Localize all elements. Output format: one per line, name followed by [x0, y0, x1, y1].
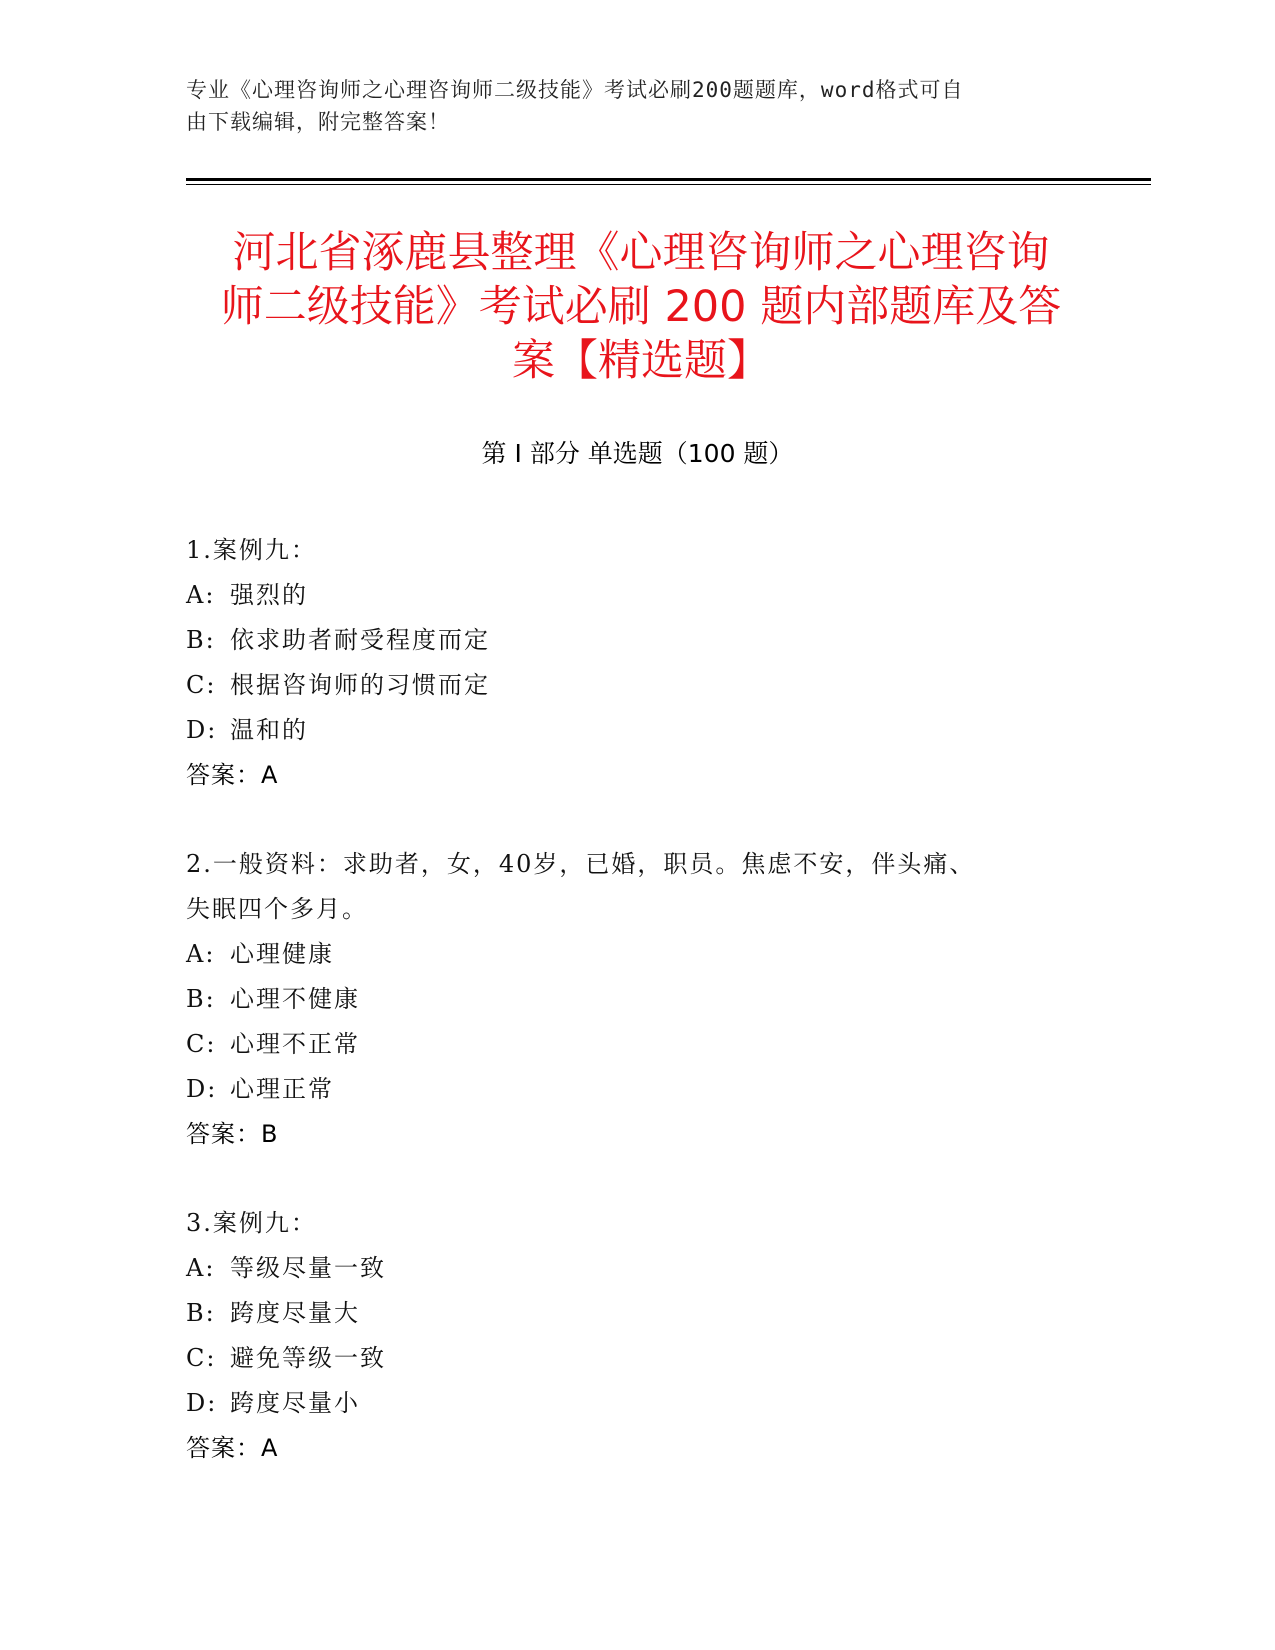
title-line-1: 河北省涿鹿县整理《心理咨询师之心理咨询: [232, 228, 1050, 278]
option-a: [186, 932, 1066, 977]
option-a: [186, 1246, 1066, 1291]
option-label: B:: [186, 626, 216, 654]
question-2: [186, 842, 1066, 1157]
option-text: 温和的: [230, 716, 308, 744]
option-label: D:: [186, 1389, 218, 1417]
option-text: 心理正常: [230, 1075, 334, 1103]
intro-line-2: 由下载编辑，附完整答案！: [186, 110, 450, 134]
answer: [186, 1426, 1066, 1471]
option-label: C:: [186, 671, 217, 699]
option-d: [186, 1067, 1066, 1112]
answer-label: 答案：: [186, 761, 261, 789]
intro-line-1: 专业《心理咨询师之心理咨询师二级技能》考试必刷200题题库，word格式可自: [186, 78, 964, 102]
title-line-2: 师二级技能》考试必刷 200 题内部题库及答: [220, 282, 1062, 332]
option-c: [186, 1022, 1066, 1067]
option-b: [186, 1291, 1066, 1336]
option-text: 跨度尽量大: [230, 1299, 360, 1327]
option-text: 跨度尽量小: [230, 1389, 360, 1417]
option-b: [186, 977, 1066, 1022]
question-1: [186, 528, 1066, 798]
option-text: 等级尽量一致: [230, 1254, 386, 1282]
option-text: 心理不正常: [230, 1030, 360, 1058]
answer: [186, 1112, 1066, 1157]
option-c: [186, 663, 1066, 708]
document-title: [196, 226, 1086, 388]
option-text: 心理健康: [230, 940, 334, 968]
option-a: [186, 573, 1066, 618]
option-text: 强烈的: [230, 581, 308, 609]
answer-value: A: [261, 761, 279, 789]
question-stem: 1.案例九：: [186, 536, 317, 564]
option-label: D:: [186, 1075, 218, 1103]
option-label: A:: [186, 581, 216, 609]
option-text: 避免等级一致: [230, 1344, 386, 1372]
option-d: [186, 1381, 1066, 1426]
option-label: C:: [186, 1344, 217, 1372]
option-text: 心理不健康: [230, 985, 360, 1013]
question-stem-continued: 失眠四个多月。: [186, 895, 368, 923]
header-rule-thin: [186, 184, 1151, 185]
title-line-3: 案【精选题】: [512, 336, 770, 386]
answer-value: A: [261, 1434, 279, 1462]
option-text: 根据咨询师的习惯而定: [230, 671, 490, 699]
answer: [186, 753, 1066, 798]
option-text: 依求助者耐受程度而定: [230, 626, 490, 654]
option-c: [186, 1336, 1066, 1381]
question-list: [186, 528, 1066, 1515]
option-label: B:: [186, 985, 216, 1013]
answer-value: B: [261, 1120, 279, 1148]
option-label: A:: [186, 940, 216, 968]
answer-label: 答案：: [186, 1434, 261, 1462]
option-label: A:: [186, 1254, 216, 1282]
option-d: [186, 708, 1066, 753]
option-label: D:: [186, 716, 218, 744]
option-label: B:: [186, 1299, 216, 1327]
question-stem: 2.一般资料：求助者，女，40岁，已婚，职员。焦虑不安，伴头痛、: [186, 850, 976, 878]
question-stem: 3.案例九：: [186, 1209, 317, 1237]
header-rule-thick: [186, 178, 1151, 181]
answer-label: 答案：: [186, 1120, 261, 1148]
section-title: 第 I 部分 单选题（100 题）: [481, 439, 794, 468]
option-label: C:: [186, 1030, 217, 1058]
intro-text: [186, 74, 1066, 138]
option-b: [186, 618, 1066, 663]
question-3: [186, 1201, 1066, 1471]
